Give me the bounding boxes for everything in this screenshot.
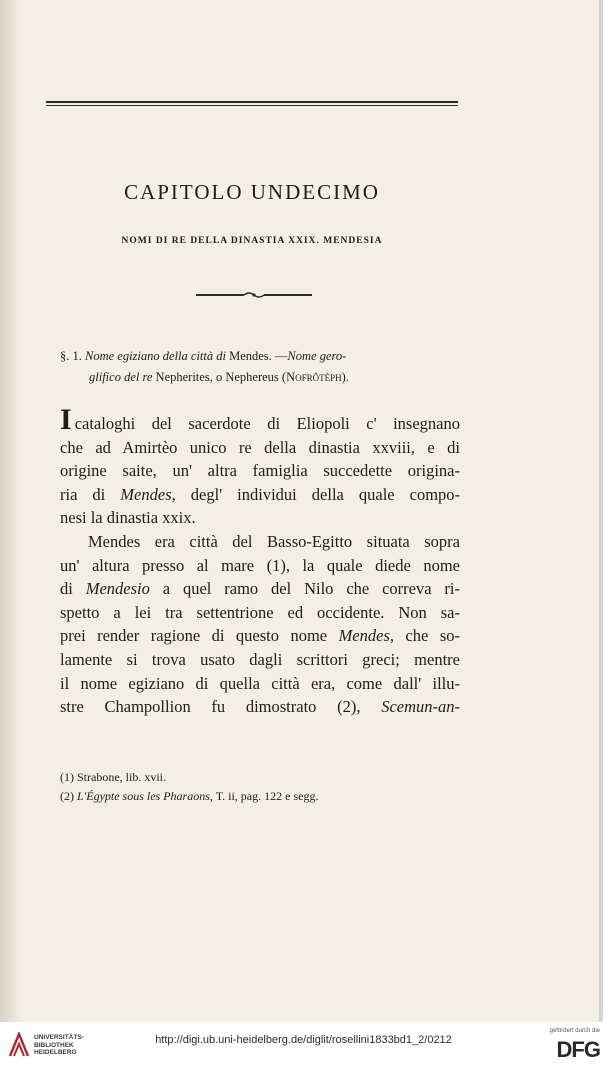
dfg-logo: DFG	[556, 1037, 600, 1062]
paragraph-1-line: Icataloghi del sacerdote di Eliopoli c' insegnano	[60, 403, 460, 436]
summary-line-2: glifico del re Nepherites, o Nephereus (Nofrôtèph).	[89, 370, 349, 384]
paragraph-2-line: prei render ragione di questo nome Mendes, che so-	[60, 626, 460, 646]
paragraph-2-line: di Mendesio a quel ramo del Nilo che correva ri-	[60, 579, 461, 599]
drop-cap: I	[60, 403, 72, 436]
paragraph-2-line: un' altura presso al mare (1), la quale diede nome	[60, 555, 460, 575]
body-text	[60, 403, 461, 719]
footnotes	[60, 768, 460, 806]
paragraph-2-line: stre Champollion fu dimostrato (2), Scemun-an-	[60, 697, 460, 717]
paragraph-2-line: spetto a lei tra settentrione ed occidente. Non sa-	[60, 602, 460, 622]
section-mark: §. 1.	[60, 349, 82, 363]
university-library-name: UNIVERSITÄTS- BIBLIOTHEK HEIDELBERG	[34, 1034, 84, 1056]
paragraph-1-line: nesi la dinastia xxix.	[60, 508, 196, 528]
chapter-subtitle: NOMI DI RE DELLA DINASTIA XXIX. MENDESIA	[121, 236, 383, 246]
section-summary	[60, 346, 460, 388]
summary-line-1: §. 1. Nome egiziano della città di Mendes. —Nome gero-	[60, 349, 347, 363]
paragraph-1-line: ria di Mendes, degl' individui della quale compo-	[60, 484, 461, 504]
ornament-divider-icon	[196, 290, 312, 300]
header-rule	[46, 101, 458, 103]
paragraph-2-line: Mendes era città del Basso-Egitto situata sopra	[88, 531, 460, 551]
header-rule-thin	[46, 105, 458, 106]
dfg-caption: gefördert durch die	[549, 1028, 600, 1034]
footnote-1: (1) Strabone, lib. xvii.	[60, 770, 166, 784]
paragraph-1-line: che ad Amirtèo unico re della dinastia xxviii, e di	[60, 437, 460, 457]
footnote-2: (2) L'Égypte sous les Pharaons, T. ii, pag. 122 e segg.	[60, 789, 319, 803]
permalink-url[interactable]: http://digi.ub.uni-heidelberg.de/diglit/rosellini1833bd1_2/0212	[155, 1034, 452, 1046]
paragraph-1-line: origine saite, un' altra famiglia succedette origina-	[60, 461, 460, 481]
paragraph-2-line: il nome egiziano di quella città era, come dall' illu-	[60, 673, 460, 693]
chapter-title: CAPITOLO UNDECIMO	[124, 180, 380, 204]
page-gutter-shadow	[0, 0, 22, 1022]
paragraph-2-line: lamente si trova usato dagli scrittori greci; mentre	[60, 649, 460, 669]
